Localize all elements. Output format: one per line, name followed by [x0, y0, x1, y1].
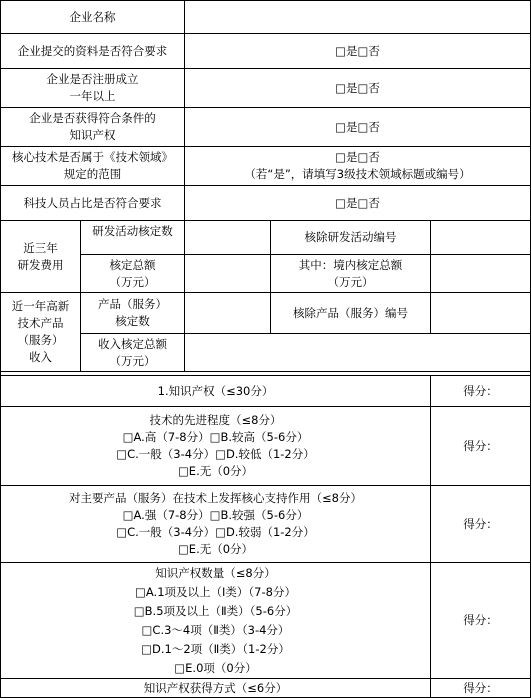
core-support-options-3[interactable]: □E.无（0分） — [177, 542, 254, 556]
domestic-total-label: 其中：境内核定总额 （万元） — [298, 257, 403, 289]
rd-activity-excluded-label: 核除研发活动编号 — [304, 230, 397, 244]
score-field-ip-count[interactable]: 得分： — [463, 613, 498, 627]
product-excluded-label: 核除产品（服务）编号 — [293, 305, 408, 320]
score-field-tech-level[interactable]: 得分： — [463, 438, 498, 453]
product-excluded-field[interactable] — [431, 293, 530, 333]
docs-ok-label: 企业提交的资料是否符合要求 — [17, 43, 168, 58]
product-approved-field[interactable] — [185, 293, 270, 333]
income-total-field[interactable] — [185, 334, 530, 371]
core-support-title: 对主要产品（服务）在技术上发挥核心支持作用（≤8分） — [69, 491, 362, 505]
staff-ratio-checkboxes[interactable]: □是□否 — [335, 195, 380, 210]
core-support-options-1[interactable]: □A.强（7-8分）□B.较强（5-6分） — [122, 508, 309, 522]
core-tech-checkboxes[interactable]: □是□否 （若“是”，请填写3级技术领域标题或编号） — [244, 150, 471, 181]
tech-level-item — [1, 407, 430, 485]
core-tech-label: 核心技术是否属于《技术领域》 规定的范围 — [12, 150, 173, 181]
rd-activity-excluded-field[interactable] — [431, 221, 530, 254]
rd-activity-approved-label: 研发活动核定数 — [92, 223, 173, 238]
product-approved-label: 产品（服务） 核定数 — [98, 297, 167, 328]
ip-count-title: 知识产权数量（≤8分） — [155, 565, 276, 580]
score-field-ip-method[interactable]: 得分： — [463, 680, 498, 695]
tech-level-options-2[interactable]: □C.一般（3-4分）□D.较低（1-2分） — [116, 447, 315, 461]
company-name-label: 企业名称 — [69, 9, 116, 24]
ip-label: 企业是否获得符合条件的 知识产权 — [29, 111, 156, 142]
tech-level-title: 技术的先进程度（≤8分） — [149, 413, 282, 427]
company-name-field[interactable] — [185, 1, 530, 33]
ip-count-options-1[interactable]: □A.1项及以上（Ⅰ类）（7-8分） — [135, 584, 296, 599]
ip-method-title: 知识产权获得方式（≤6分） — [143, 680, 288, 695]
staff-ratio-label: 科技人员占比是否符合要求 — [23, 195, 162, 210]
score-field-section-ip[interactable]: 得分： — [463, 383, 498, 398]
rd-cost-label: 近三年 研发费用 — [17, 240, 64, 272]
core-support-item — [1, 486, 430, 562]
core-tech-note: （若“是”，请填写3级技术领域标题或编号） — [244, 167, 471, 181]
tech-level-options-1[interactable]: □A.高（7-8分）□B.较高（5-6分） — [122, 430, 309, 444]
docs-ok-checkboxes[interactable]: □是□否 — [335, 43, 380, 58]
tech-level-options-3[interactable]: □E.无（0分） — [177, 464, 254, 478]
ip-count-options-4[interactable]: □D.1～2项（Ⅱ类）（1-2分） — [141, 641, 290, 656]
domestic-total-field[interactable] — [431, 255, 530, 292]
registered-checkboxes[interactable]: □是□否 — [335, 80, 380, 95]
ip-checkboxes[interactable]: □是□否 — [335, 119, 380, 134]
score-field-core-support[interactable]: 得分： — [463, 516, 498, 531]
income-total-label: 收入核定总额 （万元） — [98, 336, 167, 368]
approved-total-label: 核定总额 （万元） — [109, 257, 156, 289]
core-support-options-2[interactable]: □C.一般（3-4分）□D.较弱（1-2分） — [116, 525, 315, 539]
ip-count-options-5[interactable]: □E.0项（0分） — [174, 660, 257, 675]
hitech-income-label: 近一年高新 技术产品 （服务） 收入 — [11, 299, 70, 364]
approved-total-field[interactable] — [185, 255, 270, 292]
section-ip-title: 1.知识产权（≤30分） — [157, 383, 274, 398]
ip-count-options-2[interactable]: □B.5项及以上（Ⅱ类）（5-6分） — [133, 603, 298, 618]
ip-count-item — [1, 563, 430, 678]
rd-activity-approved-field[interactable] — [185, 221, 270, 254]
ip-count-options-3[interactable]: □C.3～4项（Ⅱ类）（3-4分） — [141, 622, 290, 637]
registered-label: 企业是否注册成立 一年以上 — [46, 72, 139, 103]
